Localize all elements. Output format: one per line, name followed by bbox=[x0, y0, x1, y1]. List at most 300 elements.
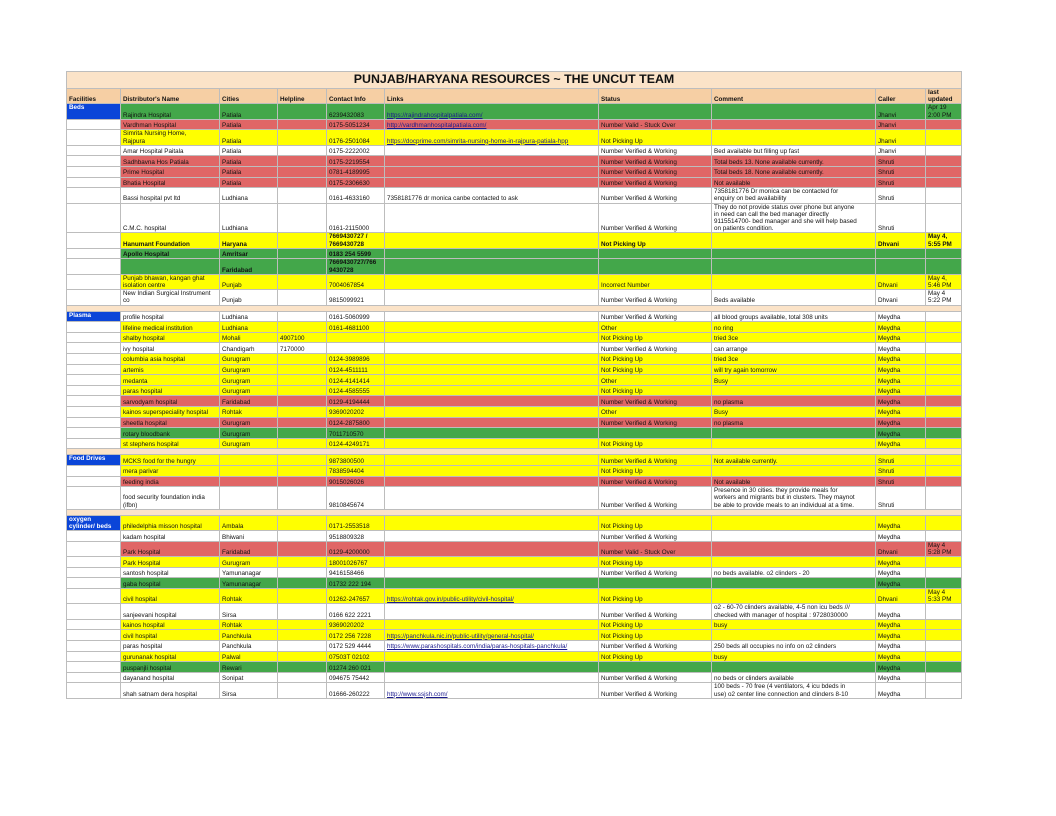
helpline-cell bbox=[278, 428, 327, 439]
table-row bbox=[67, 290, 962, 305]
table-row bbox=[67, 248, 962, 259]
caller-cell: Meydha bbox=[876, 683, 926, 698]
contact-info-cell: 01732 222 194 bbox=[327, 578, 385, 589]
contact-info-cell: 9873800500 bbox=[327, 455, 385, 466]
link-cell bbox=[385, 290, 599, 305]
helpline-cell bbox=[278, 322, 327, 333]
city-cell: Panchkula bbox=[220, 640, 278, 651]
column-header-status: Status bbox=[599, 89, 712, 104]
table-row bbox=[67, 438, 962, 449]
distributor-name-cell: Hanumant Foundation bbox=[121, 233, 220, 248]
caller-cell: Dhvani bbox=[876, 588, 926, 603]
category-cell bbox=[67, 156, 121, 167]
helpline-cell bbox=[278, 385, 327, 396]
category-cell bbox=[67, 640, 121, 651]
status-cell bbox=[599, 248, 712, 259]
comment-cell: 250 beds all occupies no info on o2 clinders bbox=[712, 640, 876, 651]
link-cell bbox=[385, 567, 599, 578]
contact-info-cell: 9369020202 bbox=[327, 619, 385, 630]
comment-cell bbox=[712, 541, 876, 556]
category-cell bbox=[67, 541, 121, 556]
comment-cell bbox=[712, 104, 876, 119]
table-row bbox=[67, 259, 962, 274]
category-cell bbox=[67, 145, 121, 156]
city-cell: Palwal bbox=[220, 651, 278, 662]
caller-cell: Jhanvi bbox=[876, 104, 926, 119]
helpline-cell bbox=[278, 203, 327, 233]
distributor-name-cell: sanjeevani hospital bbox=[121, 604, 220, 619]
helpline-cell bbox=[278, 567, 327, 578]
link-cell bbox=[385, 557, 599, 568]
last-updated-cell: May 4 5:33 PM bbox=[926, 588, 962, 603]
last-updated-cell bbox=[926, 354, 962, 365]
last-updated-cell: May 4, 5:46 PM bbox=[926, 274, 962, 289]
column-header-link: Links bbox=[385, 89, 599, 104]
contact-info-cell: 0175-5051234 bbox=[327, 119, 385, 130]
city-cell: Rohtak bbox=[220, 588, 278, 603]
comment-cell: tried 3ce bbox=[712, 354, 876, 365]
last-updated-cell bbox=[926, 619, 962, 630]
table-row bbox=[67, 364, 962, 375]
helpline-cell bbox=[278, 396, 327, 407]
table-row bbox=[67, 332, 962, 343]
link-cell bbox=[385, 515, 599, 530]
caller-cell: Meydha bbox=[876, 567, 926, 578]
caller-cell: Shruti bbox=[876, 188, 926, 203]
helpline-cell bbox=[278, 145, 327, 156]
comment-cell: Total beds 13. None available currently. bbox=[712, 156, 876, 167]
link-cell bbox=[385, 248, 599, 259]
link-cell bbox=[385, 167, 599, 178]
helpline-cell bbox=[278, 177, 327, 188]
city-cell: Gurugram bbox=[220, 385, 278, 396]
link-cell bbox=[385, 343, 599, 354]
link-cell bbox=[385, 274, 599, 289]
caller-cell: Meydha bbox=[876, 630, 926, 641]
contact-info-cell: 9416158466 bbox=[327, 567, 385, 578]
comment-cell: Presence in 30 cities. they provide meals for workers and migrants but in clusters. They maynot be able to provide meals to an individual at a time. bbox=[712, 487, 876, 510]
comment-cell: Busy bbox=[712, 406, 876, 417]
helpline-cell bbox=[278, 406, 327, 417]
comment-cell bbox=[712, 557, 876, 568]
helpline-cell bbox=[278, 487, 327, 510]
category-cell bbox=[67, 487, 121, 510]
helpline-cell bbox=[278, 651, 327, 662]
link-cell bbox=[385, 428, 599, 439]
city-cell: Sirsa bbox=[220, 683, 278, 698]
comment-cell: no plasma bbox=[712, 396, 876, 407]
city-cell bbox=[220, 476, 278, 487]
caller-cell: Meydha bbox=[876, 557, 926, 568]
contact-info-cell: 7669430727 / 7669430728 bbox=[327, 233, 385, 248]
last-updated-cell bbox=[926, 487, 962, 510]
comment-cell: busy bbox=[712, 651, 876, 662]
distributor-name-cell: food security foundation india (ifbn) bbox=[121, 487, 220, 510]
helpline-cell bbox=[278, 290, 327, 305]
caller-cell: Meydha bbox=[876, 417, 926, 428]
contact-info-cell: 0161-5060999 bbox=[327, 311, 385, 322]
link-cell bbox=[385, 651, 599, 662]
helpline-cell bbox=[278, 455, 327, 466]
link-cell bbox=[385, 578, 599, 589]
city-cell: Rohtak bbox=[220, 619, 278, 630]
contact-info-cell: 07503T 02102 bbox=[327, 651, 385, 662]
table-row bbox=[67, 588, 962, 603]
link[interactable]: http://vardhmanhospitalpatiala.com/ bbox=[387, 122, 487, 130]
category-cell bbox=[67, 248, 121, 259]
category-cell bbox=[67, 651, 121, 662]
comment-cell: Not available bbox=[712, 476, 876, 487]
contact-info-cell: 0124-4585555 bbox=[327, 385, 385, 396]
distributor-name-cell: MCKS food for the hungry bbox=[121, 455, 220, 466]
category-cell bbox=[67, 476, 121, 487]
distributor-name-cell bbox=[121, 259, 220, 274]
table-row bbox=[67, 683, 962, 698]
distributor-name-cell: gaba hospital bbox=[121, 578, 220, 589]
city-cell: Gurugram bbox=[220, 364, 278, 375]
last-updated-cell: May 4, 5:55 PM bbox=[926, 233, 962, 248]
last-updated-cell bbox=[926, 396, 962, 407]
city-cell: Yamunanagar bbox=[220, 567, 278, 578]
city-cell: Bhiwani bbox=[220, 531, 278, 542]
caller-cell: Shruti bbox=[876, 203, 926, 233]
link[interactable]: https://panchkula.nic.in/public-utility/general-hospital/ bbox=[387, 632, 535, 640]
comment-cell bbox=[712, 259, 876, 274]
city-cell: Haryana bbox=[220, 233, 278, 248]
resources-sheet bbox=[66, 71, 962, 699]
status-cell: Number Verified & Working bbox=[599, 604, 712, 619]
contact-info-cell: 0124-4249171 bbox=[327, 438, 385, 449]
last-updated-cell: May 4 5:22 PM bbox=[926, 290, 962, 305]
distributor-name-cell: Punjab bhawan, kangan ghat isolation centre bbox=[121, 274, 220, 289]
city-cell: Ludhiana bbox=[220, 322, 278, 333]
caller-cell: Dhvani bbox=[876, 541, 926, 556]
link-cell bbox=[385, 375, 599, 386]
last-updated-cell bbox=[926, 156, 962, 167]
column-header-comment: Comment bbox=[712, 89, 876, 104]
comment-cell: Not available currently. bbox=[712, 455, 876, 466]
city-cell: Patiala bbox=[220, 104, 278, 119]
caller-cell: Shruti bbox=[876, 487, 926, 510]
status-cell: Not Picking Up bbox=[599, 438, 712, 449]
status-cell: Number Verified & Working bbox=[599, 567, 712, 578]
contact-info-cell: 0124-4141414 bbox=[327, 375, 385, 386]
category-cell bbox=[67, 604, 121, 619]
column-header-caller: Caller bbox=[876, 89, 926, 104]
last-updated-cell bbox=[926, 672, 962, 683]
city-cell: Mohali bbox=[220, 332, 278, 343]
status-cell bbox=[599, 578, 712, 589]
distributor-name-cell: Bhatia Hospital bbox=[121, 177, 220, 188]
status-cell: Not Picking Up bbox=[599, 630, 712, 641]
contact-info-cell: 0129-4194444 bbox=[327, 396, 385, 407]
column-header-contact-info: Contact Info bbox=[327, 89, 385, 104]
status-cell: Not Picking Up bbox=[599, 233, 712, 248]
status-cell: Number Valid - Stuck Over bbox=[599, 119, 712, 130]
helpline-cell: 7170000 bbox=[278, 343, 327, 354]
last-updated-cell bbox=[926, 332, 962, 343]
table-row bbox=[67, 604, 962, 619]
contact-info-cell: 0161-4681100 bbox=[327, 322, 385, 333]
caller-cell: Dhvani bbox=[876, 233, 926, 248]
caller-cell: Meydha bbox=[876, 438, 926, 449]
caller-cell: Shruti bbox=[876, 167, 926, 178]
last-updated-cell bbox=[926, 428, 962, 439]
caller-cell: Meydha bbox=[876, 578, 926, 589]
last-updated-cell bbox=[926, 640, 962, 651]
link-cell bbox=[385, 406, 599, 417]
city-cell: Chandigarh bbox=[220, 343, 278, 354]
status-cell: Number Verified & Working bbox=[599, 487, 712, 510]
link-cell bbox=[385, 662, 599, 673]
city-cell: Gurugram bbox=[220, 438, 278, 449]
last-updated-cell bbox=[926, 557, 962, 568]
comment-cell bbox=[712, 588, 876, 603]
status-cell: Not Picking Up bbox=[599, 465, 712, 476]
city-cell: Patiala bbox=[220, 177, 278, 188]
caller-cell: Meydha bbox=[876, 385, 926, 396]
category-label: Plasma bbox=[67, 311, 121, 322]
last-updated-cell bbox=[926, 188, 962, 203]
city-cell: Patiala bbox=[220, 119, 278, 130]
comment-cell: o2 - 60-70 clinders available, 4-5 non icu beds /// checked with manager of hospital : 9728030000 bbox=[712, 604, 876, 619]
category-cell bbox=[67, 354, 121, 365]
status-cell: Not Picking Up bbox=[599, 332, 712, 343]
caller-cell: Meydha bbox=[876, 406, 926, 417]
category-cell bbox=[67, 375, 121, 386]
distributor-name-cell: Park Hospital bbox=[121, 557, 220, 568]
city-cell: Patiala bbox=[220, 145, 278, 156]
distributor-name-cell: medanta bbox=[121, 375, 220, 386]
last-updated-cell bbox=[926, 203, 962, 233]
distributor-name-cell: ivy hospital bbox=[121, 343, 220, 354]
comment-cell bbox=[712, 119, 876, 130]
category-cell bbox=[67, 578, 121, 589]
distributor-name-cell: kainos hospital bbox=[121, 619, 220, 630]
last-updated-cell bbox=[926, 630, 962, 641]
status-cell: Number Verified & Working bbox=[599, 672, 712, 683]
link-cell bbox=[385, 396, 599, 407]
category-cell bbox=[67, 417, 121, 428]
status-cell: Number Verified & Working bbox=[599, 156, 712, 167]
city-cell: Punjab bbox=[220, 274, 278, 289]
last-updated-cell bbox=[926, 385, 962, 396]
caller-cell: Jhanvi bbox=[876, 130, 926, 145]
category-cell bbox=[67, 557, 121, 568]
category-cell bbox=[67, 364, 121, 375]
caller-cell: Meydha bbox=[876, 640, 926, 651]
link-cell bbox=[385, 588, 599, 603]
link-cell bbox=[385, 311, 599, 322]
category-cell bbox=[67, 233, 121, 248]
comment-cell bbox=[712, 274, 876, 289]
status-cell bbox=[599, 428, 712, 439]
contact-info-cell: 7838594404 bbox=[327, 465, 385, 476]
helpline-cell bbox=[278, 188, 327, 203]
comment-cell: Busy bbox=[712, 375, 876, 386]
contact-info-cell: 6239432083 bbox=[327, 104, 385, 119]
helpline-cell bbox=[278, 515, 327, 530]
table-row bbox=[67, 130, 962, 145]
last-updated-cell bbox=[926, 375, 962, 386]
helpline-cell bbox=[278, 104, 327, 119]
table-row bbox=[67, 156, 962, 167]
link-cell bbox=[385, 604, 599, 619]
link-cell bbox=[385, 332, 599, 343]
distributor-name-cell: Amar Hospital Paitala bbox=[121, 145, 220, 156]
header-row bbox=[67, 89, 962, 104]
city-cell: Punjab bbox=[220, 290, 278, 305]
comment-cell bbox=[712, 630, 876, 641]
link-cell bbox=[385, 531, 599, 542]
distributor-name-cell: paras hospital bbox=[121, 640, 220, 651]
caller-cell: Meydha bbox=[876, 354, 926, 365]
status-cell: Number Verified & Working bbox=[599, 177, 712, 188]
contact-info-cell: 0172 256 7228 bbox=[327, 630, 385, 641]
distributor-name-cell: artemis bbox=[121, 364, 220, 375]
caller-cell: Meydha bbox=[876, 619, 926, 630]
category-cell bbox=[67, 662, 121, 673]
last-updated-cell bbox=[926, 578, 962, 589]
last-updated-cell bbox=[926, 465, 962, 476]
caller-cell: Meydha bbox=[876, 531, 926, 542]
link-cell bbox=[385, 130, 599, 145]
distributor-name-cell: lifeline medical institution bbox=[121, 322, 220, 333]
city-cell bbox=[220, 487, 278, 510]
table-row bbox=[67, 119, 962, 130]
table-row bbox=[67, 515, 962, 530]
contact-info-cell: 0124-3989896 bbox=[327, 354, 385, 365]
caller-cell: Meydha bbox=[876, 322, 926, 333]
comment-cell bbox=[712, 662, 876, 673]
link[interactable]: https://rajindrahospitalpatiala.com/ bbox=[387, 111, 483, 119]
contact-info-cell: 7004067854 bbox=[327, 274, 385, 289]
contact-info-cell: 0175-2306630 bbox=[327, 177, 385, 188]
city-cell: Faridabad bbox=[220, 541, 278, 556]
contact-info-cell: 7011710570 bbox=[327, 428, 385, 439]
last-updated-cell bbox=[926, 119, 962, 130]
column-header-last-updated: last updated bbox=[926, 89, 962, 104]
helpline-cell bbox=[278, 630, 327, 641]
table-row bbox=[67, 455, 962, 466]
table-row bbox=[67, 672, 962, 683]
comment-cell bbox=[712, 233, 876, 248]
last-updated-cell bbox=[926, 406, 962, 417]
helpline-cell bbox=[278, 541, 327, 556]
table-row bbox=[67, 322, 962, 333]
category-cell bbox=[67, 203, 121, 233]
status-cell: Number Verified & Working bbox=[599, 343, 712, 354]
helpline-cell bbox=[278, 476, 327, 487]
table-row bbox=[67, 188, 962, 203]
category-cell bbox=[67, 167, 121, 178]
comment-cell: will try again tomorrow bbox=[712, 364, 876, 375]
helpline-cell bbox=[278, 364, 327, 375]
helpline-cell bbox=[278, 375, 327, 386]
city-cell: Patiala bbox=[220, 156, 278, 167]
category-cell bbox=[67, 683, 121, 698]
status-cell: Not Picking Up bbox=[599, 515, 712, 530]
category-cell bbox=[67, 274, 121, 289]
table-row bbox=[67, 406, 962, 417]
contact-info-cell: 0175-2219554 bbox=[327, 156, 385, 167]
category-cell bbox=[67, 567, 121, 578]
caller-cell: Meydha bbox=[876, 332, 926, 343]
link-cell bbox=[385, 354, 599, 365]
helpline-cell bbox=[278, 662, 327, 673]
helpline-cell bbox=[278, 588, 327, 603]
table-row bbox=[67, 487, 962, 510]
status-cell: Not Picking Up bbox=[599, 130, 712, 145]
comment-cell: all blood groups available, total 308 units bbox=[712, 311, 876, 322]
city-cell bbox=[220, 455, 278, 466]
distributor-name-cell: Rajindra Hospital bbox=[121, 104, 220, 119]
status-cell: Number Valid - Stuck Over bbox=[599, 541, 712, 556]
comment-cell bbox=[712, 578, 876, 589]
link[interactable]: https://www.parashospitals.com/india/paras-hospitals-panchkula/ bbox=[387, 643, 568, 651]
distributor-name-cell: feeding india bbox=[121, 476, 220, 487]
helpline-cell bbox=[278, 167, 327, 178]
comment-cell bbox=[712, 531, 876, 542]
helpline-cell bbox=[278, 248, 327, 259]
contact-info-cell: 9810845674 bbox=[327, 487, 385, 510]
helpline-cell bbox=[278, 465, 327, 476]
helpline-cell bbox=[278, 354, 327, 365]
table-row bbox=[67, 541, 962, 556]
link-cell bbox=[385, 487, 599, 510]
link[interactable]: http://www.ssjsh.com/ bbox=[387, 690, 448, 698]
status-cell: Number Verified & Working bbox=[599, 455, 712, 466]
city-cell: Ludhiana bbox=[220, 188, 278, 203]
column-header-distributor-name: Distributor's Name bbox=[121, 89, 220, 104]
contact-info-cell: 01262-247657 bbox=[327, 588, 385, 603]
status-cell: Number Verified & Working bbox=[599, 683, 712, 698]
link-cell bbox=[385, 203, 599, 233]
city-cell bbox=[220, 465, 278, 476]
category-cell bbox=[67, 588, 121, 603]
city-cell: Sirsa bbox=[220, 604, 278, 619]
link[interactable]: https://rohtak.gov.in/public-utility/civil-hospital/ bbox=[387, 596, 514, 604]
caller-cell: Meydha bbox=[876, 662, 926, 673]
distributor-name-cell: rotary bloodbank bbox=[121, 428, 220, 439]
last-updated-cell bbox=[926, 476, 962, 487]
status-cell: Number Verified & Working bbox=[599, 396, 712, 407]
contact-info-cell: 0172 529 4444 bbox=[327, 640, 385, 651]
caller-cell: Shruti bbox=[876, 156, 926, 167]
last-updated-cell bbox=[926, 130, 962, 145]
table-row bbox=[67, 662, 962, 673]
link[interactable]: https://docprime.com/simrita-nursing-home-in-rajpura-patiala-hpp bbox=[387, 137, 569, 145]
status-cell: Other bbox=[599, 322, 712, 333]
city-cell: Gurugram bbox=[220, 375, 278, 386]
table-row bbox=[67, 531, 962, 542]
link-cell bbox=[385, 465, 599, 476]
distributor-name-cell: New Indian Surgical Instrument co bbox=[121, 290, 220, 305]
caller-cell: Shruti bbox=[876, 476, 926, 487]
table-row bbox=[67, 104, 962, 119]
caller-cell: Jhanvi bbox=[876, 119, 926, 130]
comment-cell: no plasma bbox=[712, 417, 876, 428]
category-label: Beds bbox=[67, 104, 121, 119]
category-cell bbox=[67, 290, 121, 305]
status-cell: Number Verified & Working bbox=[599, 167, 712, 178]
comment-cell: no ring bbox=[712, 322, 876, 333]
table-row bbox=[67, 385, 962, 396]
contact-info-cell: 0781-4189995 bbox=[327, 167, 385, 178]
city-cell: Faridabad bbox=[220, 259, 278, 274]
caller-cell: Meydha bbox=[876, 515, 926, 530]
caller-cell: Shruti bbox=[876, 465, 926, 476]
